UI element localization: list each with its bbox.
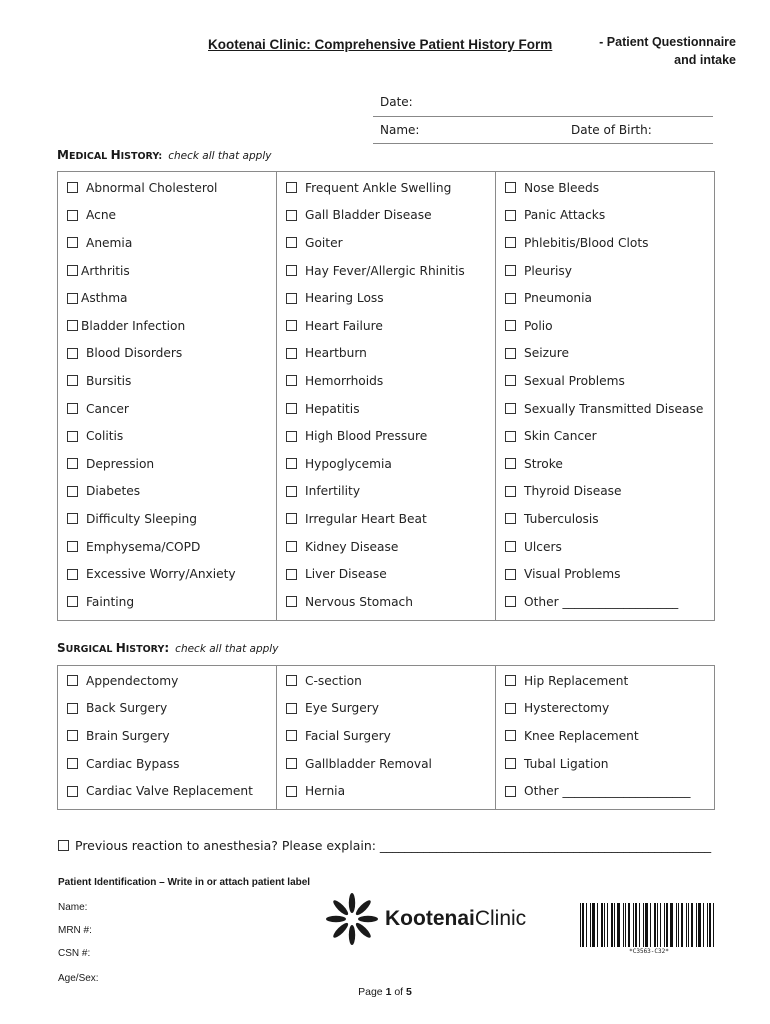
dob-label: Date of Birth: [571,123,652,137]
checklist-item[interactable]: Fainting [58,588,276,616]
checkbox[interactable] [505,375,516,386]
checkbox[interactable] [505,293,516,304]
checkbox[interactable] [67,348,78,359]
checkbox[interactable] [505,730,516,741]
checklist-item[interactable]: Excessive Worry/Anxiety [58,560,276,588]
surgical-history-heading: SURGICAL HISTORY: check all that apply [57,641,279,655]
medical-col-1 [58,172,277,621]
barcode-bar [676,903,677,947]
checklist-item[interactable]: Kidney Disease [277,533,495,561]
checkbox[interactable] [505,758,516,769]
checkbox[interactable] [505,458,516,469]
checklist-item[interactable]: Hay Fever/Allergic Rhinitis [277,257,495,285]
barcode-bar [686,903,687,947]
checkbox[interactable] [286,458,297,469]
medical-col-2 [277,172,496,621]
kootenai-clinic-logo [325,892,526,946]
barcode-bar [592,903,595,947]
checklist-item[interactable]: Irregular Heart Beat [277,505,495,533]
barcode-bar [601,903,603,947]
checkbox[interactable] [67,320,78,331]
barcode-bar [698,903,701,947]
checkbox[interactable] [286,265,297,276]
checklist-item[interactable]: Heartburn [277,340,495,368]
barcode-bar [633,903,634,947]
barcode-bar [703,903,704,947]
checklist-item[interactable]: Back Surgery [58,695,276,723]
checkbox[interactable] [67,210,78,221]
barcode-bar [645,903,648,947]
checkbox[interactable] [286,293,297,304]
checkbox[interactable] [505,237,516,248]
anesthesia-label: Previous reaction to anesthesia? Please explain: _____________________________________________________ [75,838,712,853]
checkbox[interactable] [505,348,516,359]
checkbox[interactable] [505,596,516,607]
checklist-item[interactable]: Tubal Ligation [496,750,714,778]
barcode-bar [670,903,673,947]
checkbox[interactable] [286,786,297,797]
barcode-bar [628,903,630,947]
anesthesia-question[interactable] [58,838,711,853]
checkbox[interactable] [67,182,78,193]
checkbox[interactable] [505,403,516,414]
barcode-bar [607,903,608,947]
checklist-item[interactable]: Cardiac Valve Replacement [58,777,276,805]
checklist-item[interactable]: Difficulty Sleeping [58,505,276,533]
checklist-item[interactable]: Pneumonia [496,284,714,312]
checkbox[interactable] [67,431,78,442]
barcode-bar [654,903,656,947]
barcode-bar [709,903,711,947]
checkbox[interactable] [505,513,516,524]
form-subtitle: - Patient Questionnaire and intake [599,35,736,67]
checkbox[interactable] [505,431,516,442]
checklist-item[interactable]: Goiter [277,229,495,257]
checklist-item[interactable]: Panic Attacks [496,202,714,230]
checklist-item[interactable]: Hernia [277,777,495,805]
checklist-item[interactable]: Emphysema/COPD [58,533,276,561]
checklist-item[interactable]: Knee Replacement [496,722,714,750]
surgical-col-1 [58,666,277,810]
barcode-bar [666,903,668,947]
checklist-item[interactable]: Hemorrhoids [277,367,495,395]
barcode-bar [688,903,689,947]
barcode-bar [580,903,581,947]
checkbox[interactable] [58,840,69,851]
surgical-col-2 [277,666,496,810]
medical-history-table [57,171,715,621]
checklist-item[interactable]: Phlebitis/Blood Clots [496,229,714,257]
checkbox[interactable] [505,786,516,797]
checkbox[interactable] [286,403,297,414]
checklist-item[interactable]: Pleurisy [496,257,714,285]
checklist-item[interactable]: Seizure [496,340,714,368]
name-label: Name: [380,123,420,137]
barcode-bar [664,903,665,947]
checkbox[interactable] [67,569,78,580]
checklist-item[interactable]: Anemia [58,229,276,257]
form-title: Kootenai Clinic: Comprehensive Patient History Form [208,37,553,52]
barcode-bar [582,903,584,947]
checkbox[interactable] [286,431,297,442]
mrn-label: MRN #: [58,925,92,936]
checklist-item[interactable]: Facial Surgery [277,722,495,750]
checkbox[interactable] [67,293,78,304]
medical-col-3 [496,172,715,621]
checkbox[interactable] [286,348,297,359]
checklist-item[interactable]: Sexually Transmitted Disease [496,395,714,423]
checkbox[interactable] [67,703,78,714]
barcode-bar [623,903,624,947]
checkbox[interactable] [505,486,516,497]
checklist-item[interactable]: Ulcers [496,533,714,561]
patient-id-heading: Patient Identification – Write in or attach patient label [58,877,311,888]
checklist-item[interactable]: Nervous Stomach [277,588,495,616]
checklist-item[interactable]: Bursitis [58,367,276,395]
checkbox[interactable] [286,237,297,248]
name-dob-field[interactable] [373,143,713,144]
checklist-item-other[interactable]: Other ___________________ [496,588,714,616]
surgical-history-table [57,665,715,810]
checkbox[interactable] [286,541,297,552]
checklist-item[interactable]: Stroke [496,450,714,478]
checkbox[interactable] [286,758,297,769]
barcode-bar [625,903,626,947]
checkbox[interactable] [67,675,78,686]
checkbox[interactable] [67,758,78,769]
kootenai-star-icon [325,892,379,946]
checkbox[interactable] [67,786,78,797]
barcode-bar [657,903,658,947]
checklist-item[interactable]: Liver Disease [277,560,495,588]
checklist-item[interactable]: C-section [277,667,495,695]
checkbox[interactable] [505,675,516,686]
checkbox[interactable] [286,210,297,221]
checkbox[interactable] [505,569,516,580]
checkbox[interactable] [505,265,516,276]
checklist-item[interactable]: Hypoglycemia [277,450,495,478]
barcode-bar [707,903,708,947]
checklist-item[interactable]: Visual Problems [496,560,714,588]
checkbox[interactable] [67,458,78,469]
checkbox[interactable] [67,730,78,741]
barcode-bar [604,903,605,947]
barcode-bar [713,903,714,947]
barcode-bar [678,903,679,947]
checkbox[interactable] [286,513,297,524]
barcode-bar [681,903,683,947]
checklist-item[interactable]: Appendectomy [58,667,276,695]
checkbox[interactable] [286,703,297,714]
checkbox[interactable] [286,675,297,686]
barcode-text: *C3563-C32* [629,948,669,955]
page-number: Page 1 of 5 [358,986,412,998]
checkbox[interactable] [505,320,516,331]
checklist-item[interactable]: Arthritis [58,257,276,285]
checklist-item[interactable]: Bladder Infection [58,312,276,340]
checklist-item[interactable]: High Blood Pressure [277,422,495,450]
checklist-item[interactable]: Colitis [58,422,276,450]
checklist-item[interactable]: Heart Failure [277,312,495,340]
barcode-bar [660,903,661,947]
checkbox[interactable] [505,541,516,552]
checkbox[interactable] [67,513,78,524]
date-label: Date: [380,95,413,109]
barcode-bar [590,903,591,947]
checkbox[interactable] [505,703,516,714]
barcode-bar [639,903,640,947]
checkbox[interactable] [67,403,78,414]
csn-label: CSN #: [58,948,91,959]
age-sex-label: Age/Sex: [58,973,99,984]
checkbox[interactable] [286,569,297,580]
checklist-item[interactable]: Diabetes [58,478,276,506]
checkbox[interactable] [67,265,78,276]
checklist-item[interactable]: Acne [58,202,276,230]
checkbox[interactable] [67,237,78,248]
checklist-item[interactable]: Gall Bladder Disease [277,202,495,230]
checkbox[interactable] [286,486,297,497]
surgical-col-3 [496,666,715,810]
checklist-item[interactable]: Gallbladder Removal [277,750,495,778]
barcode-bar [617,903,620,947]
checkbox[interactable] [505,210,516,221]
checklist-item[interactable]: Cardiac Bypass [58,750,276,778]
checkbox[interactable] [67,596,78,607]
checkbox[interactable] [505,182,516,193]
checklist-item[interactable]: Thyroid Disease [496,478,714,506]
checklist-item[interactable]: Brain Surgery [58,722,276,750]
checklist-item[interactable]: Abnormal Cholesterol [58,174,276,202]
checkbox[interactable] [286,730,297,741]
checklist-item[interactable]: Blood Disorders [58,340,276,368]
checklist-item[interactable]: Infertility [277,478,495,506]
checklist-item[interactable]: Hysterectomy [496,695,714,723]
barcode-bar [650,903,651,947]
checkbox[interactable] [286,182,297,193]
checkbox[interactable] [286,375,297,386]
barcode-bar [597,903,598,947]
checklist-item[interactable]: Sexual Problems [496,367,714,395]
barcode-bar [643,903,644,947]
checklist-item[interactable]: Depression [58,450,276,478]
barcode-bar [614,903,615,947]
checklist-item[interactable]: Frequent Ankle Swelling [277,174,495,202]
medical-history-heading: MEDICAL HISTORY: check all that apply [57,148,272,162]
barcode-bar [696,903,697,947]
checklist-item[interactable]: Asthma [58,284,276,312]
checkbox[interactable] [67,541,78,552]
patient-name-label: Name: [58,902,88,913]
logo-wordmark: KootenaiClinic [385,907,527,930]
checkbox[interactable] [67,375,78,386]
checklist-item[interactable]: Hearing Loss [277,284,495,312]
checkbox[interactable] [286,320,297,331]
barcode-bar [635,903,637,947]
checklist-item[interactable]: Tuberculosis [496,505,714,533]
checkbox[interactable] [67,486,78,497]
barcode [580,903,718,947]
checklist-item[interactable]: Nose Bleeds [496,174,714,202]
checklist-item[interactable]: Cancer [58,395,276,423]
checkbox[interactable] [286,596,297,607]
checklist-item[interactable]: Eye Surgery [277,695,495,723]
checklist-item[interactable]: Hepatitis [277,395,495,423]
checklist-item[interactable]: Hip Replacement [496,667,714,695]
barcode-bar [586,903,587,947]
checklist-item[interactable]: Polio [496,312,714,340]
checklist-item-other[interactable]: Other _____________________ [496,777,714,805]
checklist-item[interactable]: Skin Cancer [496,422,714,450]
date-field[interactable] [373,116,713,117]
barcode-bar [691,903,693,947]
barcode-bar [611,903,613,947]
